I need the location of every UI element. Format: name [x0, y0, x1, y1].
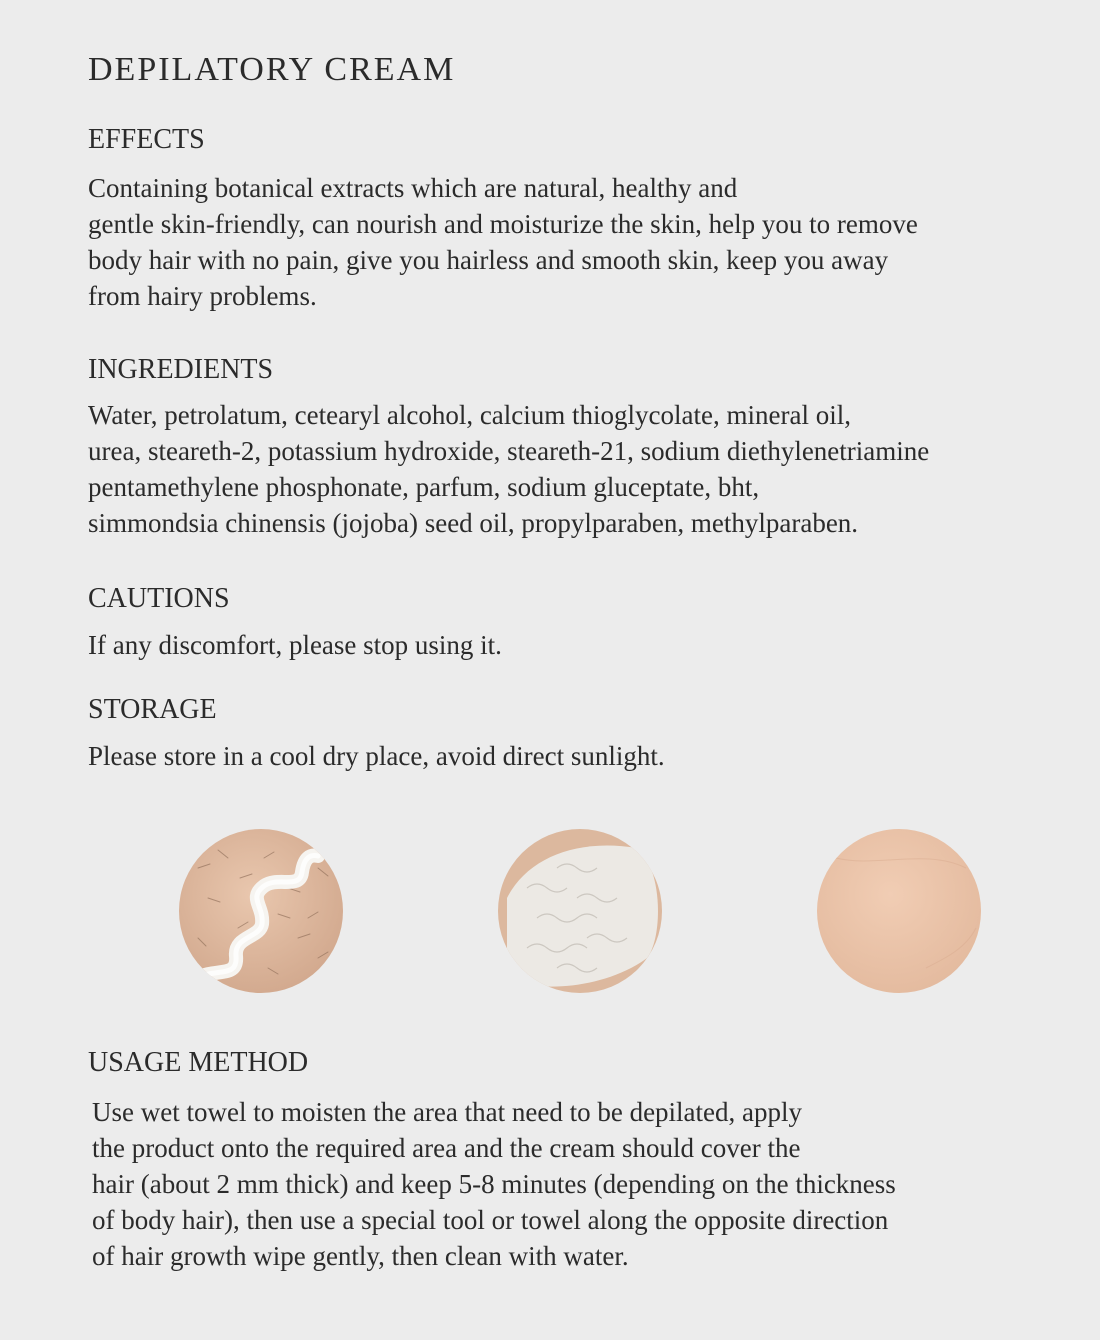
step-image-cream-spread [497, 828, 663, 994]
effects-text-line: Containing botanical extracts which are natural, healthy and [88, 173, 738, 203]
effects-text-line: from hairy problems. [88, 281, 317, 311]
usage-text-line: Use wet towel to moisten the area that need to be depilated, apply [92, 1097, 803, 1127]
usage-text-line: the product onto the required area and the cream should cover the [92, 1133, 801, 1163]
effects-text-line: body hair with no pain, give you hairless and smooth skin, keep you away [88, 245, 889, 275]
ingredients-text-line: pentamethylene phosphonate, parfum, sodium gluceptate, bht, [88, 472, 760, 502]
usage-text-line: hair (about 2 mm thick) and keep 5-8 minutes (depending on the thickness [92, 1169, 896, 1199]
ingredients-heading: INGREDIENTS [88, 354, 274, 385]
usage-text-line: of body hair), then use a special tool or towel along the opposite direction [92, 1205, 889, 1235]
step-image-cream-applied [178, 828, 344, 994]
page-title: DEPILATORY CREAM [88, 51, 456, 88]
ingredients-text-line: simmondsia chinensis (jojoba) seed oil, propylparaben, methylparaben. [88, 508, 859, 538]
usage-heading: USAGE METHOD [88, 1047, 309, 1078]
ingredients-text-line: Water, petrolatum, cetearyl alcohol, calcium thioglycolate, mineral oil, [88, 400, 851, 430]
effects-text-line: gentle skin-friendly, can nourish and moisturize the skin, help you to remove [88, 209, 918, 239]
storage-text-line: Please store in a cool dry place, avoid direct sunlight. [88, 741, 665, 771]
usage-text-line: of hair growth wipe gently, then clean with water. [92, 1241, 629, 1271]
cautions-text-line: If any discomfort, please stop using it. [88, 630, 502, 660]
effects-heading: EFFECTS [88, 124, 205, 155]
step-image-smooth-skin [816, 828, 982, 994]
storage-heading: STORAGE [88, 694, 217, 725]
ingredients-text-line: urea, steareth-2, potassium hydroxide, steareth-21, sodium diethylenetriamine [88, 436, 930, 466]
cautions-heading: CAUTIONS [88, 583, 230, 614]
